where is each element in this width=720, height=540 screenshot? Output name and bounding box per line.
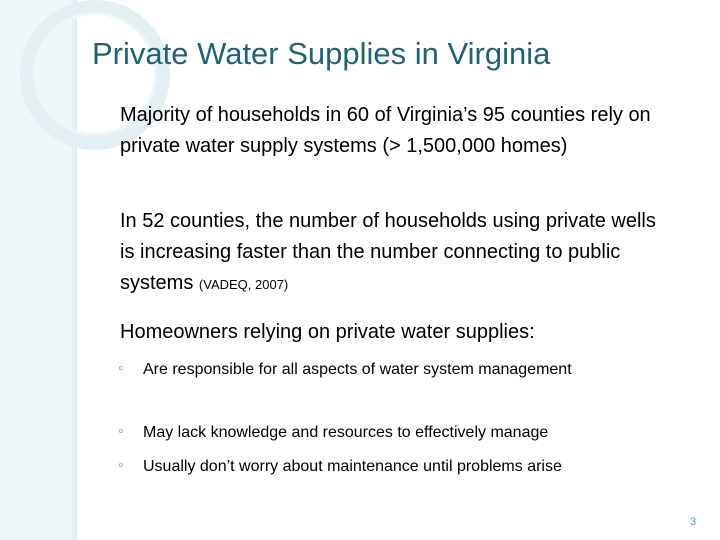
subbullet-icon: ◦	[118, 360, 124, 377]
subbullet-text: May lack knowledge and resources to effectively manage	[143, 424, 549, 441]
bullet-text: In 52 counties, the number of households using private wells is increasing faster than the number connecting to public systems	[120, 210, 656, 294]
subbullet-text: Are responsible for all aspects of water system management	[143, 361, 572, 378]
bullet-item	[104, 206, 664, 300]
bullet-text: Majority of households in 60 of Virginia’s 95 counties rely on private water supply systems (> 1,500,000 homes)	[120, 104, 651, 157]
subbullet-item	[118, 452, 678, 481]
bullet-text-wrapper	[104, 206, 664, 300]
subbullet-icon: ◦	[118, 423, 124, 440]
subbullet-icon: ◦	[118, 457, 124, 474]
subbullet-item	[118, 355, 678, 384]
bullet-text: Homeowners relying on private water supplies:	[120, 321, 535, 343]
bullet-item	[104, 317, 664, 348]
slide-title: Private Water Supplies in Virginia	[92, 36, 551, 71]
bullet-item	[104, 100, 664, 162]
subbullet-item	[118, 418, 678, 447]
subbullet-text: Usually don’t worry about maintenance until problems arise	[143, 458, 562, 475]
page-number: 3	[690, 516, 697, 528]
citation: (VADEQ, 2007)	[198, 277, 289, 292]
